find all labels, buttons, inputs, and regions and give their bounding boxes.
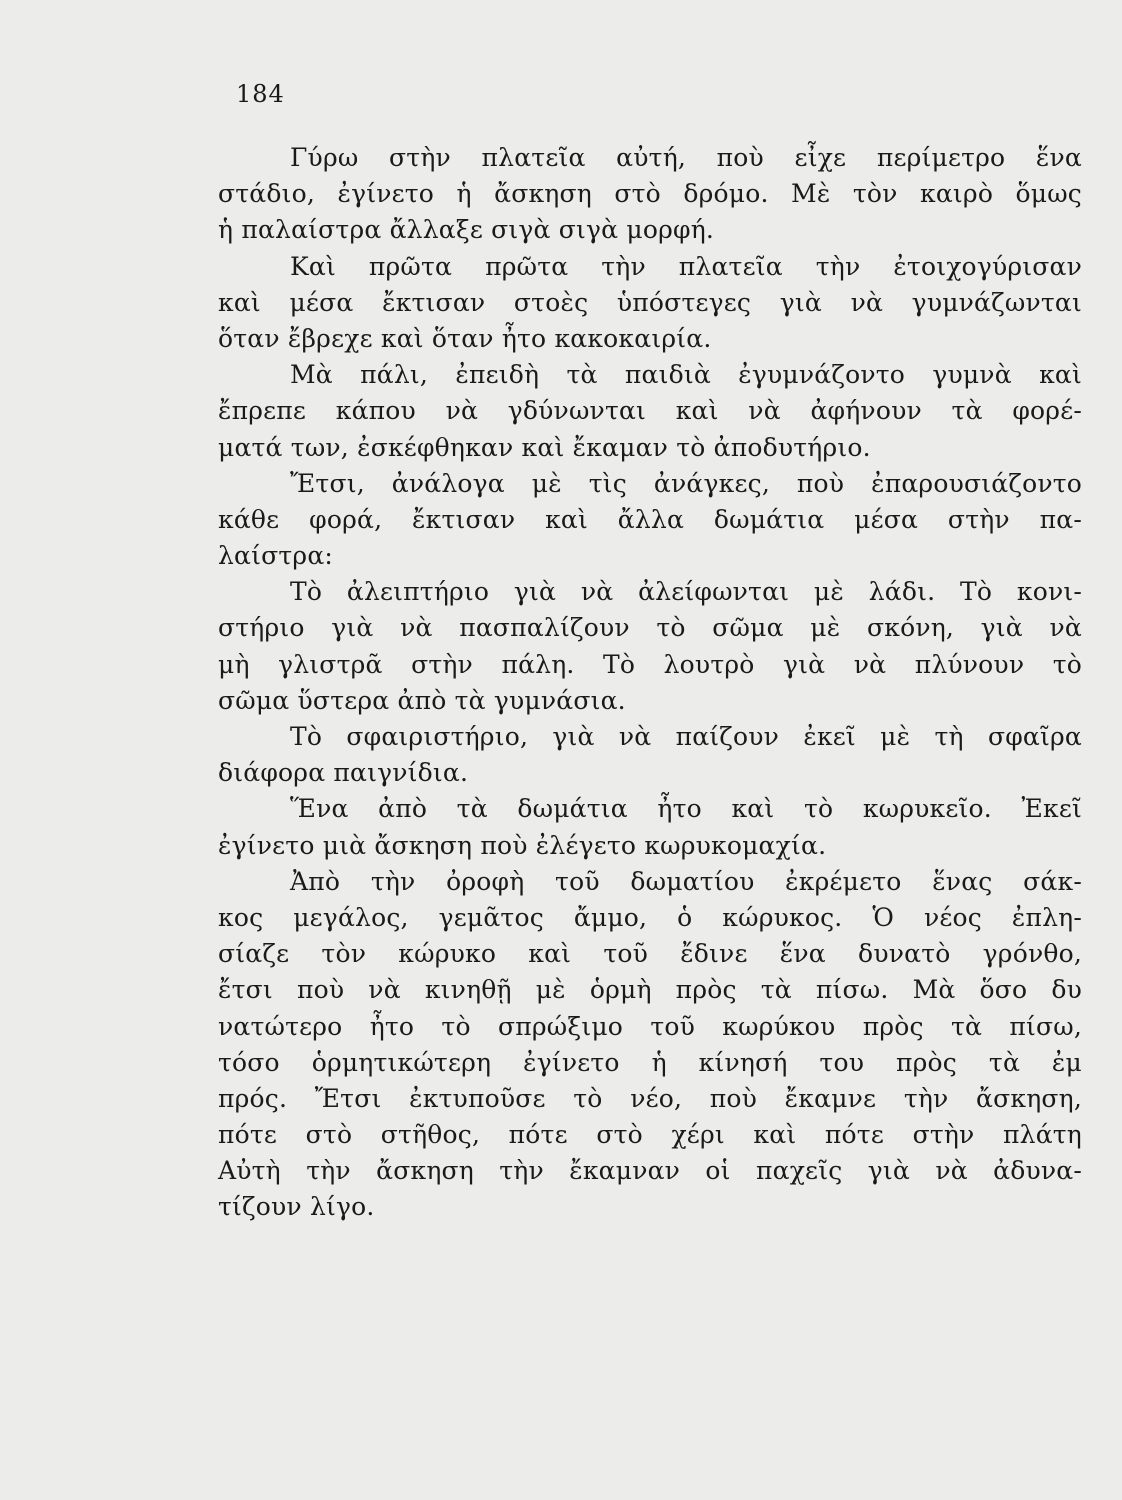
text-body [218,140,1082,1226]
text-line: λαίστρα: [218,541,334,571]
text-line: ἐγίνετο μιὰ ἄσκηση ποὺ ἐλέγετο κωρυκομαχία. [218,830,827,860]
text-line: ματά των, ἐσκέφθηκαν καὶ ἔκαμαν τὸ ἀποδυτήριο. [218,432,871,462]
text-line: στάδιο, ἐγίνετο ἡ ἄσκηση στὸ δρόμο. Μὲ τὸν καιρὸ ὅμως [218,179,1082,209]
text-line: διάφορα παιγνίδια. [218,758,469,788]
text-line: καὶ μέσα ἔκτισαν στοὲς ὑπόστεγες γιὰ νὰ γυμνάζωνται [218,287,1082,317]
text-line: κάθε φορά, ἔκτισαν καὶ ἄλλα δωμάτια μέσα στὴν πα- [218,504,1082,534]
text-line: Καὶ πρῶτα πρῶτα τὴν πλατεῖα τὴν ἐτοιχογύρισαν [290,251,1082,281]
text-line: στήριο γιὰ νὰ πασπαλίζουν τὸ σῶμα μὲ σκόνη, γιὰ νὰ [218,613,1082,643]
text-line: Ἕνα ἀπὸ τὰ δωμάτια ἦτο καὶ τὸ κωρυκεῖο. Ἐκεῖ [290,794,1082,824]
text-line: κος μεγάλος, γεμᾶτος ἄμμο, ὁ κώρυκος. Ὁ νέος ἐπλη- [218,902,1082,932]
text-line: Αὐτὴ τὴν ἄσκηση τὴν ἔκαμναν οἱ παχεῖς γιὰ νὰ ἀδυνα- [218,1156,1082,1186]
text-line: Ἀπὸ τὴν ὀροφὴ τοῦ δωματίου ἐκρέμετο ἕνας σάκ- [290,866,1082,896]
text-line: σῶμα ὕστερα ἀπὸ τὰ γυμνάσια. [218,685,626,715]
text-line: Μὰ πάλι, ἐπειδὴ τὰ παιδιὰ ἐγυμνάζοντο γυμνὰ καὶ [290,360,1082,390]
text-line: μὴ γλιστρᾶ στὴν πάλη. Τὸ λουτρὸ γιὰ νὰ πλύνουν τὸ [218,649,1082,679]
text-line: Ἔτσι, ἀνάλογα μὲ τὶς ἀνάγκες, ποὺ ἐπαρουσιάζοντο [290,468,1082,498]
text-line: Τὸ σφαιριστήριο, γιὰ νὰ παίζουν ἐκεῖ μὲ τὴ σφαῖρα [290,722,1082,751]
text-line: σίαζε τὸν κώρυκο καὶ τοῦ ἔδινε ἕνα δυνατὸ γρόνθο, [218,939,1082,969]
text-line: Τὸ ἀλειπτήριο γιὰ νὰ ἀλείφωνται μὲ λάδι. Τὸ κονι- [290,577,1082,607]
page-number: 184 [236,80,285,108]
text-line: ἔπρεπε κάπου νὰ γδύνωνται καὶ νὰ ἀφήνουν τὰ φορέ- [218,396,1082,426]
text-line: πρός. Ἔτσι ἐκτυποῦσε τὸ νέο, ποὺ ἔκαμνε τὴν ἄσκηση, [218,1083,1082,1113]
text-line: πότε στὸ στῆθος, πότε στὸ χέρι καὶ πότε στὴν πλάτη [218,1120,1082,1150]
text-line: ἡ παλαίστρα ἄλλαξε σιγὰ σιγὰ μορφή. [218,215,715,245]
text-line: Γύρω στὴν πλατεῖα αὐτή, ποὺ εἶχε περίμετρο ἕνα [290,143,1082,172]
text-line: ἔτσι ποὺ νὰ κινηθῇ μὲ ὁρμὴ πρὸς τὰ πίσω. Μὰ ὅσο δυ [218,975,1082,1005]
text-line: τόσο ὁρμητικώτερη ἐγίνετο ἡ κίνησή του πρὸς τὰ ἐμ [218,1047,1082,1077]
text-line: ὅταν ἔβρεχε καὶ ὅταν ἦτο κακοκαιρία. [218,323,712,353]
text-line: νατώτερο ἦτο τὸ σπρώξιμο τοῦ κωρύκου πρὸς τὰ πίσω, [218,1011,1082,1041]
text-line: τίζουν λίγο. [218,1192,375,1222]
